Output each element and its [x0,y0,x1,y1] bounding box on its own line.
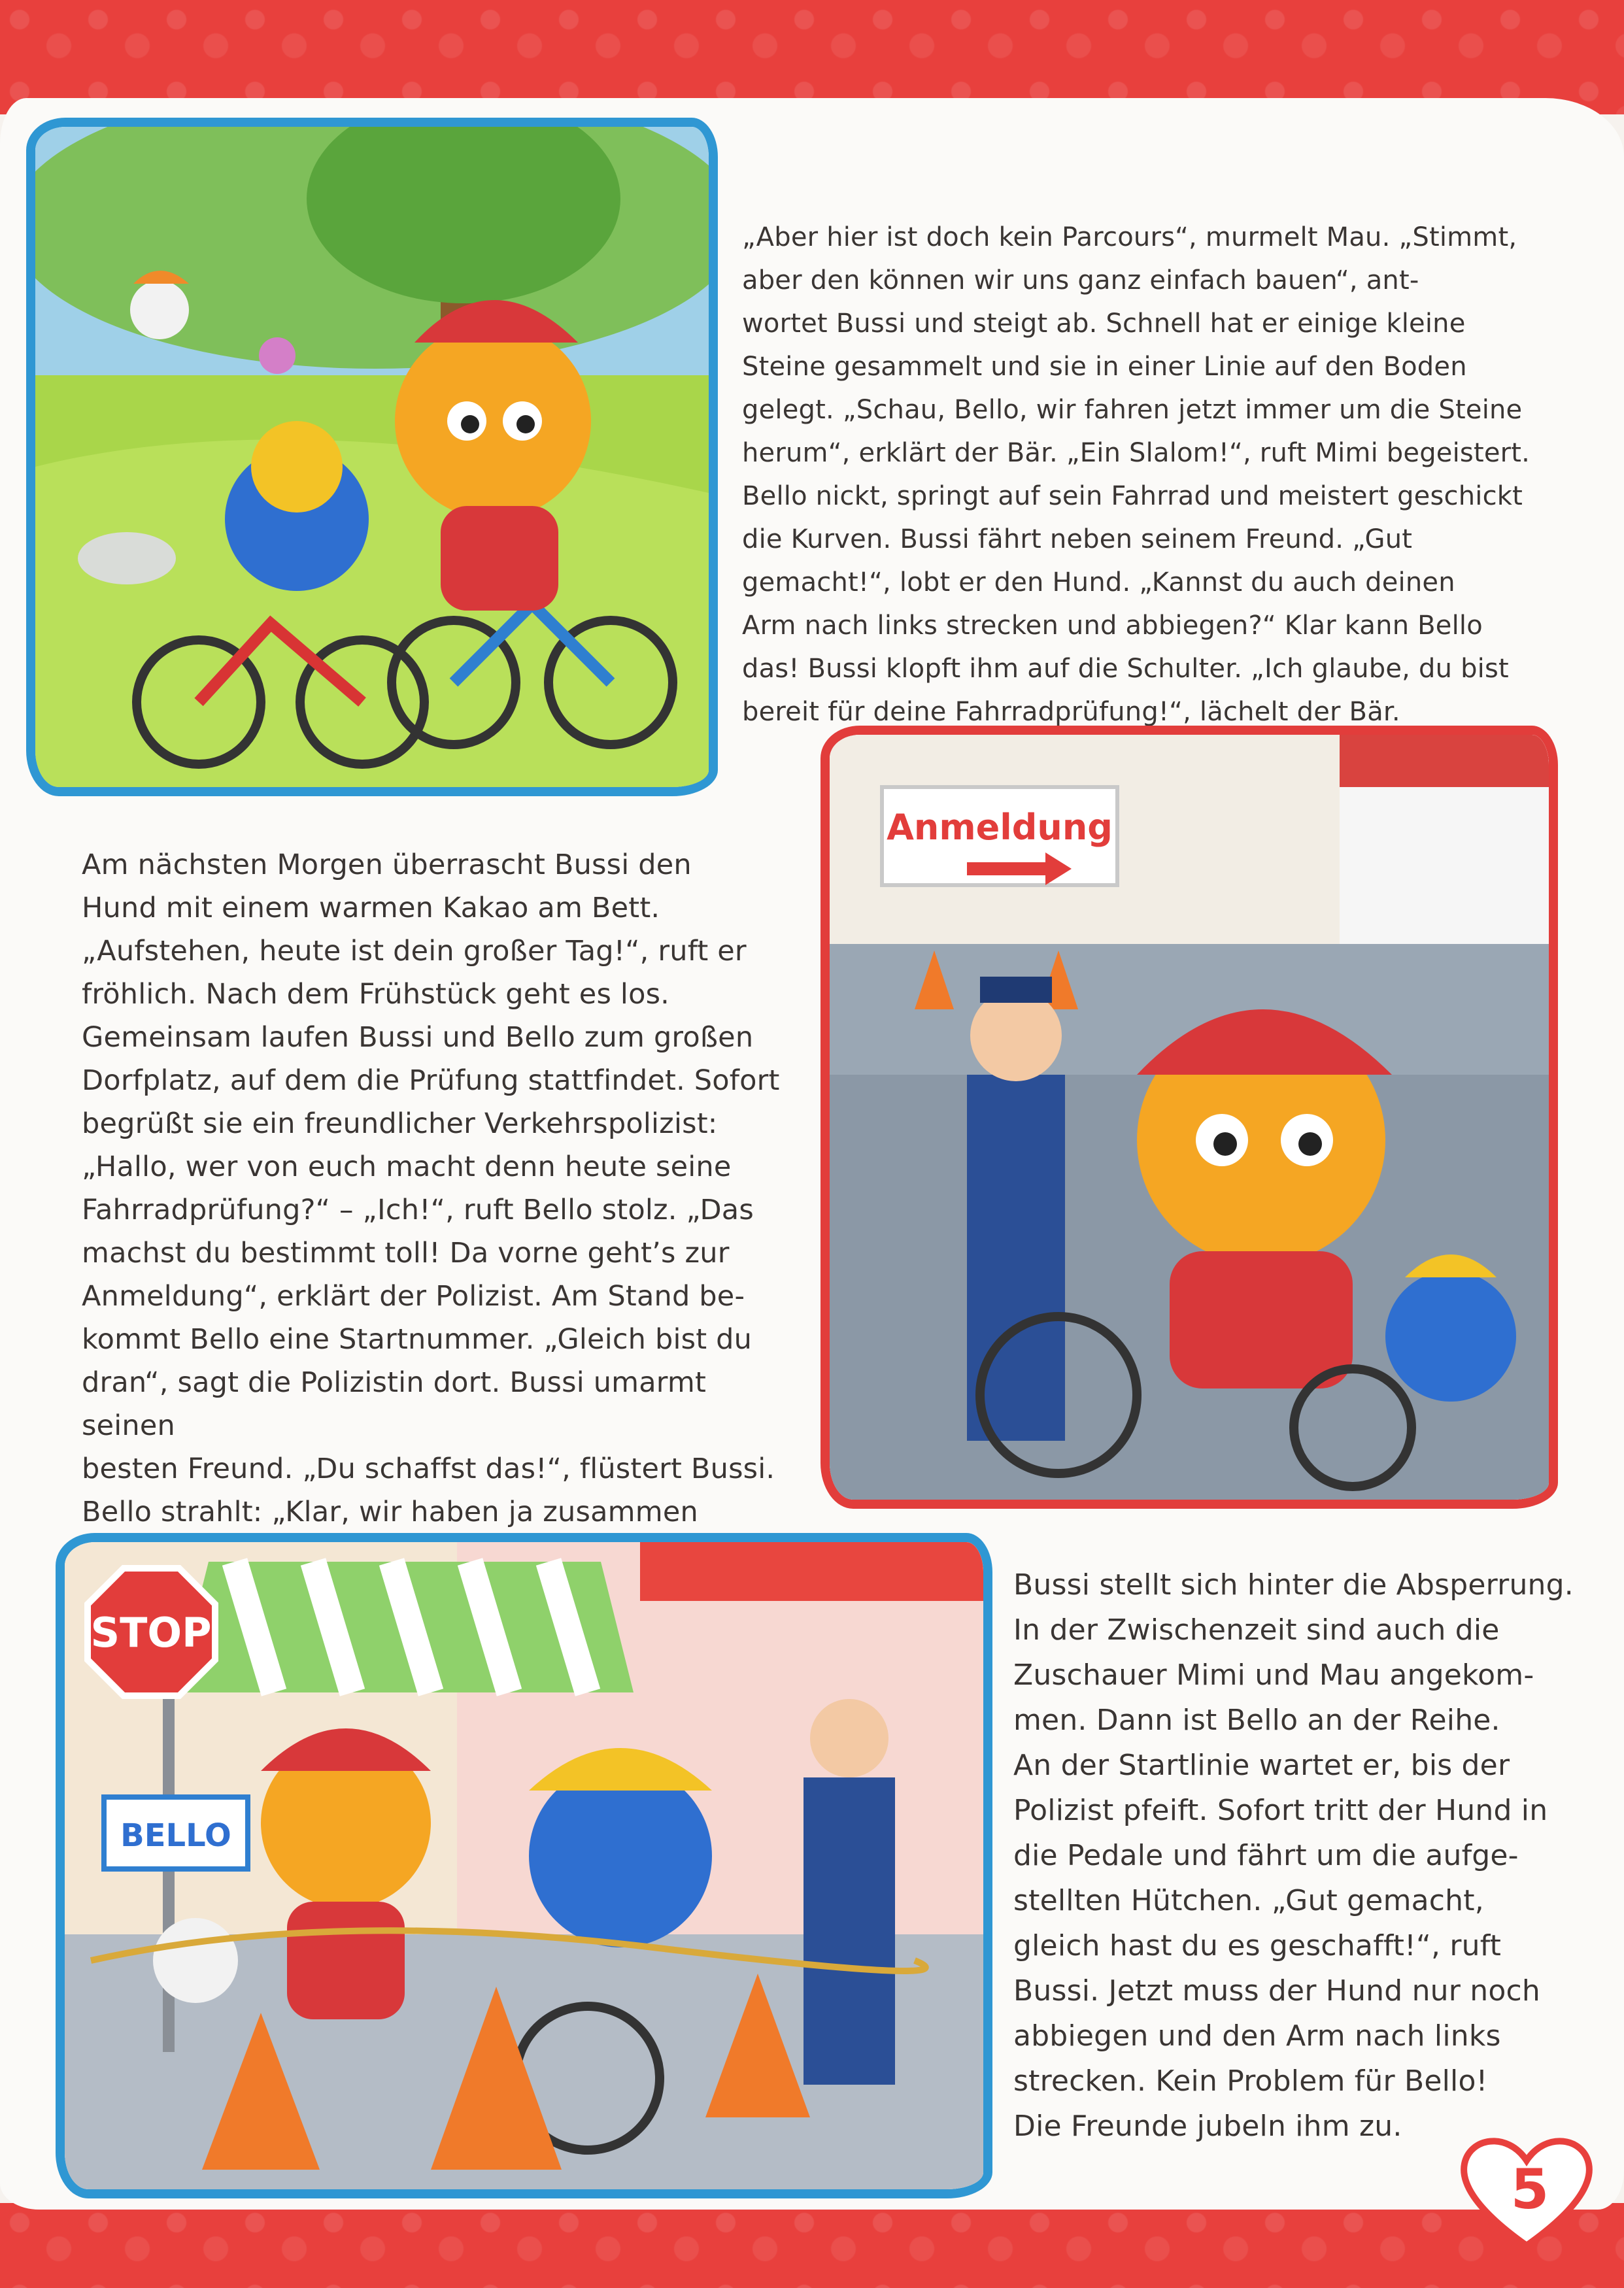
illustration-start-line [56,1533,992,2198]
story-paragraph-1: „Aber hier ist doch kein Parcours“, murmelt Mau. „Stimmt, aber den können wir uns ganz einfach bauen“, ant- wortet Bussi und steigt ab. Schnell hat er einige kleine Steine gesammelt und sie in einer Linie auf den Boden gelegt. „Schau, Bello, wir fahren jetzt immer um die Steine herum“, erklärt der Bär. „Ein Slalom!“, ruft Mimi begeistert. Bello nickt, springt auf sein Fahrrad und meistert geschickt die Kurven. Bussi fährt neben seinem Freund. „Gut gemacht!“, lobt er den Hund. „Kannst du auch deinen Arm nach links strecken und abbiegen?“ Klar kann Bello das! Bussi klopft ihm auf die Schulter. „Ich glaube, du bist bereit für deine Fahrradprüfung!“, lächelt der Bär. [742,222,1531,727]
registration-scene-drawing [830,735,1549,1500]
page-number: 5 [1510,2157,1549,2221]
registration-sign-text: Anmeldung [887,807,1113,848]
top-decorative-band [0,0,1624,114]
name-sign-text: BELLO [120,1817,231,1854]
story-paragraph-3: Bussi stellt sich hinter die Absperrung. In der Zwischenzeit sind auch die Zuschauer Mimi und Mau angekom- men. Dann ist Bello an der Reihe. An der Startlinie wartet er, bis der Polizist pfeift. Sofort tritt der Hund in die Pedale und fährt um die aufge- stellten Hütchen. „Gut gemacht, gleich hast du es geschafft!“, ruft Bussi. Jetzt muss der Hund nur noch abbiegen und den Arm nach links strecken. Kein Problem für Bello! Die Freunde jubeln ihm zu. [1013,1568,1574,2143]
park-scene-drawing [35,127,709,787]
bottom-decorative-band [0,2203,1624,2288]
stop-sign-text: STOP [90,1609,212,1657]
start-line-scene-drawing [65,1542,983,2189]
illustration-park-slalom [26,118,718,796]
illustration-registration [820,726,1558,1509]
story-paragraph-2: Am nächsten Morgen überrascht Bussi den Hund mit einem warmen Kakao am Bett. „Aufstehen, heute ist dein großer Tag!“, ruft er fröhlich. Nach dem Frühstück geht es los. Gemeinsam laufen Bussi und Bello zum großen Dorfplatz, auf dem die Prüfung stattfindet. Sofort begrüßt sie ein freundlicher Verkehrspolizist: „Hallo, wer von euch macht denn heute seine Fahrradprüfung?“ – „Ich!“, ruft Bello stolz. „Das machst du bestimmt toll! Da vorne geht’s zur Anmeldung“, erklärt der Polizist. Am Stand be- kommt Bello eine Startnummer. „Gleich bist du dran“, sagt die Polizistin dort. Bussi umarmt seinen besten Freund. „Du schaffst das!“, flüstert Bussi. Bello strahlt: „Klar, wir haben ja zusammen [82,849,780,1528]
